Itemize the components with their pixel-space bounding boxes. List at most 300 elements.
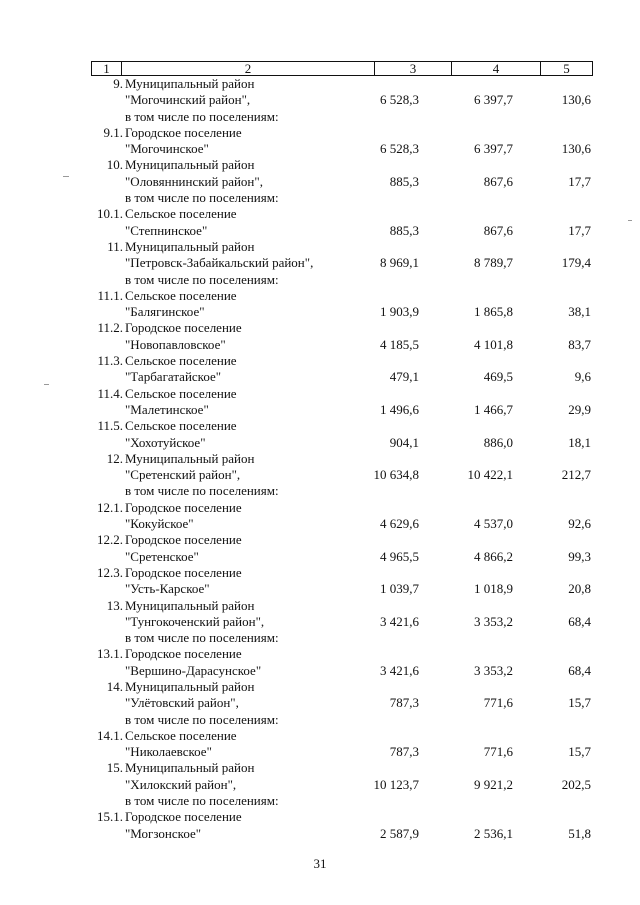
value-col-4 xyxy=(419,483,513,499)
value-col-4: 1 466,7 xyxy=(474,401,513,417)
value-col-4 xyxy=(419,500,513,516)
value-col-5: 18,1 xyxy=(568,434,591,450)
row-line xyxy=(91,109,593,125)
value-col-4 xyxy=(419,157,513,173)
row-name-text: Сельское поселение xyxy=(125,727,237,743)
value-col-4: 469,5 xyxy=(483,369,513,385)
table-row xyxy=(91,418,593,451)
value-col-5 xyxy=(513,483,591,499)
value-col-4 xyxy=(419,760,513,776)
row-number: 13. xyxy=(106,597,123,613)
row-line xyxy=(91,304,593,320)
row-line xyxy=(91,92,593,108)
value-col-3: 1 039,7 xyxy=(380,581,419,597)
value-col-5 xyxy=(513,157,591,173)
row-name-text: в том числе по поселениям: xyxy=(125,630,279,646)
value-col-3: 6 528,3 xyxy=(380,141,419,157)
row-name-text: Муниципальный район xyxy=(125,450,255,466)
value-col-4 xyxy=(419,451,513,467)
value-col-5 xyxy=(513,646,591,662)
value-col-3: 479,1 xyxy=(389,369,419,385)
row-number xyxy=(91,663,125,679)
table-row xyxy=(91,125,593,158)
value-col-5: 202,5 xyxy=(561,776,591,792)
row-number xyxy=(91,337,125,353)
row-name-text: "Новопавловское" xyxy=(125,336,226,352)
row-name-text: в том числе по поселениям: xyxy=(125,793,279,809)
value-col-5: 29,9 xyxy=(568,401,591,417)
value-col-5 xyxy=(513,598,591,614)
row-line xyxy=(91,809,593,825)
row-line xyxy=(91,418,593,434)
value-col-3 xyxy=(371,76,419,92)
value-col-5 xyxy=(513,125,591,141)
row-name-text: Муниципальный район xyxy=(125,678,255,694)
row-line xyxy=(91,500,593,516)
value-col-3: 787,3 xyxy=(389,695,419,711)
value-col-5: 68,4 xyxy=(568,613,591,629)
row-number xyxy=(91,826,125,842)
value-col-4 xyxy=(419,712,513,728)
value-col-3 xyxy=(371,646,419,662)
value-col-4 xyxy=(419,728,513,744)
value-col-3 xyxy=(371,565,419,581)
row-number: 11.2. xyxy=(97,320,123,336)
row-line xyxy=(91,337,593,353)
row-line xyxy=(91,483,593,499)
value-col-3 xyxy=(371,386,419,402)
value-col-5: 92,6 xyxy=(568,516,591,532)
value-col-5: 68,4 xyxy=(568,662,591,678)
row-number xyxy=(91,483,125,499)
value-col-3: 904,1 xyxy=(389,434,419,450)
row-number xyxy=(91,369,125,385)
value-col-4: 4 866,2 xyxy=(474,548,513,564)
value-col-4 xyxy=(419,532,513,548)
row-number: 11.5. xyxy=(97,418,123,434)
table-row xyxy=(91,809,593,842)
row-line xyxy=(91,695,593,711)
value-col-5 xyxy=(513,190,591,206)
value-col-4 xyxy=(419,565,513,581)
value-col-4: 867,6 xyxy=(483,222,513,238)
value-col-5 xyxy=(513,239,591,255)
value-col-5 xyxy=(513,386,591,402)
value-col-5 xyxy=(513,712,591,728)
row-line xyxy=(91,598,593,614)
value-col-3 xyxy=(371,483,419,499)
value-col-5 xyxy=(513,793,591,809)
row-number: 12.3. xyxy=(97,564,123,580)
value-col-5 xyxy=(513,760,591,776)
value-col-4: 6 397,7 xyxy=(474,92,513,108)
row-line xyxy=(91,679,593,695)
value-col-5: 99,3 xyxy=(568,548,591,564)
value-col-5 xyxy=(513,272,591,288)
row-number: 12.1. xyxy=(97,499,123,515)
row-name-text: Городское поселение xyxy=(125,499,242,515)
row-number: 12.2. xyxy=(97,532,123,548)
table-row xyxy=(91,598,593,647)
row-line xyxy=(91,630,593,646)
row-name-text: "Степнинское" xyxy=(125,222,208,238)
row-line xyxy=(91,369,593,385)
value-col-3: 4 185,5 xyxy=(380,336,419,352)
value-col-3 xyxy=(371,157,419,173)
row-number: 11.3. xyxy=(97,353,123,369)
row-name-text: "Петровск-Забайкальский район", xyxy=(125,255,314,271)
value-col-5: 15,7 xyxy=(568,744,591,760)
row-name-text: "Улётовский район", xyxy=(125,695,239,711)
row-number xyxy=(91,581,125,597)
row-line xyxy=(91,565,593,581)
row-number xyxy=(91,467,125,483)
value-col-3: 787,3 xyxy=(389,744,419,760)
value-col-3 xyxy=(371,793,419,809)
value-col-5 xyxy=(513,630,591,646)
row-line xyxy=(91,451,593,467)
row-line xyxy=(91,581,593,597)
row-name-text: "Малетинское" xyxy=(125,401,209,417)
row-line xyxy=(91,744,593,760)
value-col-5 xyxy=(513,320,591,336)
value-col-4 xyxy=(419,272,513,288)
row-number: 11. xyxy=(107,238,123,254)
value-col-3: 1 496,6 xyxy=(380,401,419,417)
row-number xyxy=(91,109,125,125)
row-name-text: в том числе по поселениям: xyxy=(125,483,279,499)
row-line xyxy=(91,272,593,288)
value-col-5: 51,8 xyxy=(568,825,591,841)
value-col-4: 1 018,9 xyxy=(474,581,513,597)
row-number xyxy=(91,516,125,532)
value-col-5: 83,7 xyxy=(568,336,591,352)
row-name-text: Городское поселение xyxy=(125,809,242,825)
value-col-5 xyxy=(513,728,591,744)
value-col-5 xyxy=(513,76,591,92)
value-col-5: 17,7 xyxy=(568,222,591,238)
row-number xyxy=(91,223,125,239)
value-col-5 xyxy=(513,418,591,434)
row-name-text: "Могочинский район", xyxy=(125,92,251,108)
row-name-text: Сельское поселение xyxy=(125,418,237,434)
table-row xyxy=(91,679,593,728)
table-row xyxy=(91,206,593,239)
value-col-4 xyxy=(419,125,513,141)
row-number: 11.4. xyxy=(97,385,123,401)
value-col-4 xyxy=(419,206,513,222)
value-col-3 xyxy=(371,630,419,646)
page-number: 31 xyxy=(313,856,327,871)
value-col-4 xyxy=(419,76,513,92)
value-col-5: 212,7 xyxy=(561,467,591,483)
value-col-3 xyxy=(371,728,419,744)
row-name-text: Муниципальный район xyxy=(125,76,255,91)
header-col-1: 1 xyxy=(92,62,122,75)
value-col-4 xyxy=(419,320,513,336)
value-col-5 xyxy=(513,206,591,222)
row-line xyxy=(91,435,593,451)
row-line xyxy=(91,549,593,565)
value-col-5 xyxy=(513,353,591,369)
row-name-text: в том числе по поселениям: xyxy=(125,271,279,287)
table-body xyxy=(91,76,593,842)
value-col-4: 4 537,0 xyxy=(474,516,513,532)
table-row xyxy=(91,760,593,809)
row-line xyxy=(91,76,593,92)
row-number xyxy=(91,255,125,271)
value-col-4: 8 789,7 xyxy=(474,255,513,271)
row-name-text: Муниципальный район xyxy=(125,238,255,254)
value-col-3: 3 421,6 xyxy=(380,613,419,629)
row-number xyxy=(91,712,125,728)
value-col-3 xyxy=(371,712,419,728)
row-line xyxy=(91,532,593,548)
value-col-5: 38,1 xyxy=(568,304,591,320)
value-col-4: 4 101,8 xyxy=(474,336,513,352)
table-row xyxy=(91,76,593,125)
table-header-row xyxy=(91,61,593,76)
row-number: 14. xyxy=(106,678,123,694)
row-number xyxy=(91,549,125,565)
row-name-text: Городское поселение xyxy=(125,532,242,548)
table-row xyxy=(91,451,593,500)
value-col-3 xyxy=(371,190,419,206)
row-line xyxy=(91,777,593,793)
row-name-text: "Оловяннинский район", xyxy=(125,173,263,189)
value-col-3: 8 969,1 xyxy=(380,255,419,271)
value-col-3: 6 528,3 xyxy=(380,92,419,108)
row-number xyxy=(91,304,125,320)
row-name-text: "Кокуйское" xyxy=(125,516,194,532)
row-number: 15. xyxy=(106,760,123,776)
value-col-3: 885,3 xyxy=(389,173,419,189)
budget-table xyxy=(91,61,593,842)
row-number xyxy=(91,92,125,108)
row-line xyxy=(91,516,593,532)
row-number xyxy=(91,272,125,288)
value-col-3 xyxy=(371,679,419,695)
row-number: 12. xyxy=(106,450,123,466)
row-number: 9.1. xyxy=(103,124,123,140)
row-line xyxy=(91,125,593,141)
row-line xyxy=(91,712,593,728)
row-name-text: в том числе по поселениям: xyxy=(125,711,279,727)
row-line xyxy=(91,646,593,662)
table-row xyxy=(91,288,593,321)
value-col-4: 771,6 xyxy=(483,695,513,711)
value-col-3: 4 629,6 xyxy=(380,516,419,532)
row-line xyxy=(91,467,593,483)
value-col-4 xyxy=(419,386,513,402)
value-col-4 xyxy=(419,630,513,646)
row-number: 10. xyxy=(106,157,123,173)
row-name-text: "Балягинское" xyxy=(125,304,205,320)
value-col-5 xyxy=(513,565,591,581)
row-number xyxy=(91,777,125,793)
row-number: 13.1. xyxy=(97,646,123,662)
value-col-3 xyxy=(371,125,419,141)
row-line xyxy=(91,386,593,402)
row-line xyxy=(91,402,593,418)
row-number: 10.1. xyxy=(97,206,123,222)
row-name-text: Сельское поселение xyxy=(125,385,237,401)
value-col-5: 130,6 xyxy=(561,92,591,108)
value-col-4: 10 422,1 xyxy=(467,467,513,483)
row-line xyxy=(91,826,593,842)
value-col-5 xyxy=(513,451,591,467)
row-name-text: "Усть-Карское" xyxy=(125,581,210,597)
row-line xyxy=(91,320,593,336)
row-number xyxy=(91,630,125,646)
value-col-3 xyxy=(371,809,419,825)
table-row xyxy=(91,500,593,533)
row-name-text: "Могзонское" xyxy=(125,825,202,841)
value-col-3 xyxy=(371,451,419,467)
row-name-text: Городское поселение xyxy=(125,124,242,140)
value-col-4: 2 536,1 xyxy=(474,825,513,841)
row-name-text: Городское поселение xyxy=(125,320,242,336)
row-number xyxy=(91,402,125,418)
row-name-text: Городское поселение xyxy=(125,646,242,662)
table-row xyxy=(91,320,593,353)
row-name-text: "Вершино-Дарасунское" xyxy=(125,662,262,678)
row-line xyxy=(91,190,593,206)
margin-mark-left-2 xyxy=(44,384,49,385)
value-col-4 xyxy=(419,679,513,695)
value-col-5 xyxy=(513,288,591,304)
value-col-4: 1 865,8 xyxy=(474,304,513,320)
value-col-4 xyxy=(419,239,513,255)
value-col-4 xyxy=(419,288,513,304)
value-col-4: 3 353,2 xyxy=(474,613,513,629)
value-col-4: 886,0 xyxy=(483,434,513,450)
row-name-text: Муниципальный район xyxy=(125,157,255,173)
row-name-text: "Тарбагатайское" xyxy=(125,369,222,385)
value-col-5: 17,7 xyxy=(568,173,591,189)
value-col-4 xyxy=(419,353,513,369)
value-col-3: 10 634,8 xyxy=(373,467,419,483)
row-name-text: "Николаевское" xyxy=(125,744,212,760)
row-name-text: "Хилокский район", xyxy=(125,776,237,792)
row-name-text: "Могочинское" xyxy=(125,141,209,157)
row-line xyxy=(91,728,593,744)
value-col-4: 6 397,7 xyxy=(474,141,513,157)
value-col-3 xyxy=(371,598,419,614)
row-name-text: "Сретенское" xyxy=(125,548,199,564)
value-col-4: 867,6 xyxy=(483,173,513,189)
value-col-3 xyxy=(371,760,419,776)
row-line xyxy=(91,141,593,157)
row-line xyxy=(91,663,593,679)
value-col-3: 3 421,6 xyxy=(380,662,419,678)
header-col-4: 4 xyxy=(452,62,541,75)
value-col-3 xyxy=(371,500,419,516)
row-name-text: Муниципальный район xyxy=(125,760,255,776)
value-col-5: 20,8 xyxy=(568,581,591,597)
row-name-text: Сельское поселение xyxy=(125,287,237,303)
row-line xyxy=(91,288,593,304)
value-col-3: 885,3 xyxy=(389,222,419,238)
table-row xyxy=(91,646,593,679)
value-col-5 xyxy=(513,532,591,548)
value-col-4 xyxy=(419,646,513,662)
row-line xyxy=(91,614,593,630)
value-col-4 xyxy=(419,418,513,434)
value-col-5: 179,4 xyxy=(561,255,591,271)
table-row xyxy=(91,353,593,386)
row-number xyxy=(91,174,125,190)
value-col-3: 4 965,5 xyxy=(380,548,419,564)
value-col-3: 10 123,7 xyxy=(373,776,419,792)
row-name-text: "Сретенский район", xyxy=(125,467,241,483)
value-col-4 xyxy=(419,109,513,125)
row-line xyxy=(91,239,593,255)
value-col-5 xyxy=(513,809,591,825)
value-col-4 xyxy=(419,793,513,809)
row-name-text: в том числе по поселениям: xyxy=(125,108,279,124)
row-number xyxy=(91,141,125,157)
row-name-text: в том числе по поселениям: xyxy=(125,190,279,206)
row-number xyxy=(91,793,125,809)
row-line xyxy=(91,760,593,776)
header-col-5: 5 xyxy=(563,61,570,76)
row-line xyxy=(91,174,593,190)
value-col-4: 771,6 xyxy=(483,744,513,760)
row-line xyxy=(91,255,593,271)
row-name-text: "Хохотуйское" xyxy=(125,434,206,450)
value-col-3 xyxy=(371,239,419,255)
row-name-text: Сельское поселение xyxy=(125,353,237,369)
row-line xyxy=(91,353,593,369)
row-number: 15.1. xyxy=(97,809,123,825)
row-number xyxy=(91,190,125,206)
value-col-4 xyxy=(419,190,513,206)
value-col-3 xyxy=(371,532,419,548)
value-col-4 xyxy=(419,598,513,614)
row-number xyxy=(91,435,125,451)
value-col-3 xyxy=(371,353,419,369)
value-col-5: 15,7 xyxy=(568,695,591,711)
value-col-4: 3 353,2 xyxy=(474,662,513,678)
value-col-3 xyxy=(371,320,419,336)
value-col-5 xyxy=(513,109,591,125)
row-line xyxy=(91,206,593,222)
row-number xyxy=(91,744,125,760)
value-col-5: 9,6 xyxy=(574,369,591,385)
row-line xyxy=(91,793,593,809)
value-col-3: 2 587,9 xyxy=(380,825,419,841)
row-number xyxy=(91,614,125,630)
value-col-3 xyxy=(371,418,419,434)
header-col-2: 2 xyxy=(122,62,375,75)
value-col-5 xyxy=(513,500,591,516)
row-line xyxy=(91,157,593,173)
row-number: 9. xyxy=(113,76,123,91)
value-col-3 xyxy=(371,288,419,304)
value-col-4 xyxy=(419,809,513,825)
table-row xyxy=(91,386,593,419)
value-col-3 xyxy=(371,272,419,288)
value-col-5 xyxy=(513,679,591,695)
value-col-3 xyxy=(371,109,419,125)
table-row xyxy=(91,728,593,761)
row-name-text: Сельское поселение xyxy=(125,206,237,222)
row-number: 11.1. xyxy=(97,287,123,303)
margin-mark-left xyxy=(63,176,69,177)
row-name-text: Городское поселение xyxy=(125,564,242,580)
row-line xyxy=(91,223,593,239)
